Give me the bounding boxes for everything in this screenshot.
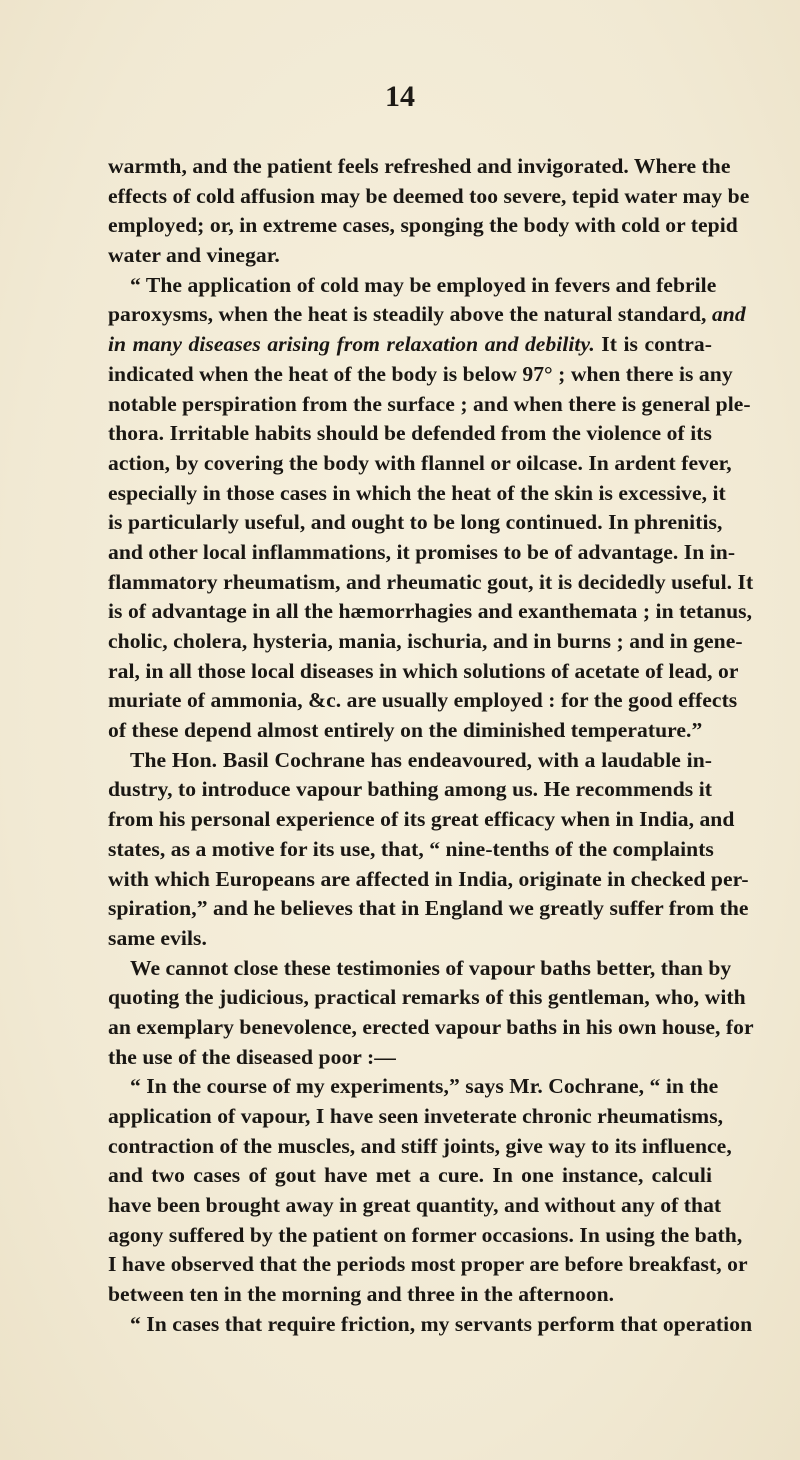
text-line: “ In the course of my experiments,” says Mr. Cochrane, “ in the [130, 1074, 719, 1099]
text-line: ral, in all those local diseases in which solutions of acetate of lead, or [108, 658, 739, 683]
text-line: I have observed that the periods most proper are before breakfast, or [108, 1252, 748, 1277]
text-line: from his personal experience of its great efficacy when in India, and [108, 807, 735, 832]
text-line: states, as a motive for its use, that, “ nine-tenths of the complaints [108, 836, 714, 861]
text-line: is of advantage in all the hæmorrhagies and exanthemata ; in tetanus, [108, 599, 753, 624]
text-line: application of vapour, I have seen inveterate chronic rheumatisms, [108, 1104, 724, 1128]
body-text [108, 152, 754, 1340]
italic-text: in many diseases arising from relaxation and debility. [108, 332, 595, 357]
text-line-with-italic [108, 300, 746, 330]
text-line: same evils. [108, 925, 207, 950]
text-line: We cannot close these testimonies of vapour baths better, than by [130, 955, 732, 980]
italic-text: and [711, 302, 746, 327]
text-line: of these depend almost entirely on the diminished temperature.” [108, 718, 703, 743]
text-line: dustry, to introduce vapour bathing among us. He recommends it [108, 777, 712, 802]
text-line: with which Europeans are affected in India, originate in checked per- [108, 866, 749, 891]
text-line: thora. Irritable habits should be defended from the violence of its [108, 421, 712, 446]
text-line: The Hon. Basil Cochrane has endeavoured, with a laudable in- [130, 747, 712, 772]
text-line: and two cases of gout have met a cure. In one instance, calculi [108, 1163, 712, 1188]
text-line: warmth, and the patient feels refreshed and invigorated. Where the [108, 154, 731, 178]
text-segment: It is contra- [601, 332, 713, 357]
text-line-with-italic [108, 330, 712, 360]
text-line: have been brought away in great quantity, and without any of that [108, 1193, 722, 1218]
text-line: “ In cases that require friction, my servants perform that operation [130, 1311, 753, 1336]
text-line: between ten in the morning and three in the afternoon. [108, 1282, 615, 1307]
text-line: cholic, cholera, hysteria, mania, ischuria, and in burns ; and in gene- [108, 629, 743, 653]
text-line: “ The application of cold may be employed in fevers and febrile [130, 272, 717, 297]
text-line: the use of the diseased poor :— [108, 1044, 396, 1069]
text-line: employed; or, in extreme cases, sponging the body with cold or tepid [108, 213, 738, 238]
text-line: muriate of ammonia, &c. are usually employed : for the good effects [108, 688, 738, 713]
text-line: contraction of the muscles, and stiff joints, give way to its influence, [108, 1133, 732, 1158]
text-line: notable perspiration from the surface ; and when there is general ple- [108, 391, 751, 416]
text-line: especially in those cases in which the heat of the skin is excessive, it [108, 480, 726, 505]
text-line: and other local inflammations, it promises to be of advantage. In in- [108, 539, 736, 564]
text-line: flammatory rheumatism, and rheumatic gout, it is decidedly useful. It [108, 569, 754, 594]
text-line: agony suffered by the patient on former occasions. In using the bath, [108, 1222, 743, 1247]
text-line: water and vinegar. [108, 243, 280, 268]
text-line: quoting the judicious, practical remarks of this gentleman, who, with [108, 985, 746, 1010]
text-line: is particularly useful, and ought to be long continued. In phrenitis, [108, 510, 723, 535]
text-line: effects of cold affusion may be deemed too severe, tepid water may be [108, 183, 750, 208]
text-line: spiration,” and he believes that in England we greatly suffer from the [108, 896, 749, 921]
text-line: action, by covering the body with flannel or oilcase. In ardent fever, [108, 450, 732, 475]
text-line: indicated when the heat of the body is below 97° ; when there is any [108, 361, 733, 386]
page-number: 14 [385, 80, 415, 113]
text-segment: paroxysms, when the heat is steadily above the natural standard, [108, 302, 707, 327]
text-line: an exemplary benevolence, erected vapour baths in his own house, for [108, 1014, 754, 1039]
